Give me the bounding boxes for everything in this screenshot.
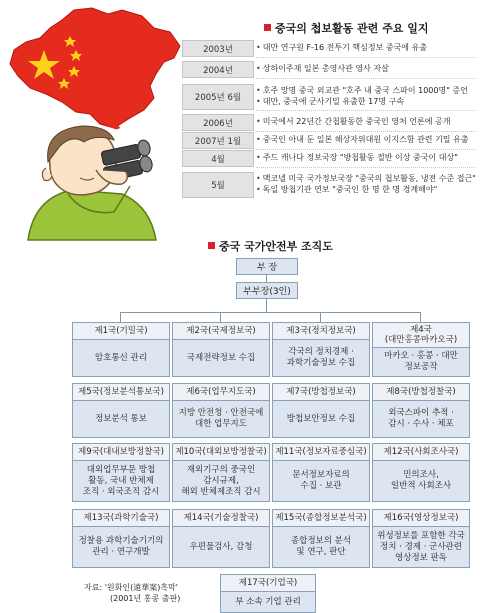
bureau-box [272,322,370,377]
timeline-separator [256,110,476,111]
timeline-description-line: • 대만 연구원 F-16 전투기 핵심정보 중국에 유출 [256,42,476,53]
bureau-duty-line: 대외업무부문 방첩 [86,464,156,475]
bureau-duty [73,527,169,567]
red-square-marker [264,24,271,31]
bureau-box [172,383,270,438]
bureau-name: 제14국(기술정찰국) [173,510,269,527]
bureau-name: 제13국(과학기술국) [73,510,169,527]
bureau-duty-line: 각국의 정치경제 · [288,347,354,357]
timeline-description-line: • 호주 망명 중국 외교관 "호주 내 중국 스파이 1000명" 증언 [256,85,476,96]
bureau-duty [173,340,269,376]
china-flag-map [4,6,194,136]
bureau-duty-line: 민의조사, [403,470,439,480]
timeline-description [256,42,476,53]
bureau-name: 제9국(대내보방정찰국) [73,444,169,461]
connector-line [320,312,321,322]
bureau-duty [373,401,469,437]
bureau-box [372,509,470,568]
bureau-duty-line: 위성정보를 포함한 각국 [377,530,465,541]
bureau-name: 제6국(업무지도국) [173,384,269,401]
bureau-name: 제7국(방첩정보국) [273,384,369,401]
bureau-duty-line: 재외기구의 중국인 [186,464,256,475]
connector-line [420,312,421,322]
bureau-duty-line: 정보공작 [404,362,438,372]
bureau-duty [373,461,469,501]
bureau-duty-line: 외국스파이 추적 · [388,408,454,418]
timeline-year: 2005년 6월 [182,84,254,110]
bureau-box [372,443,470,502]
timeline-description-line: • 맥코넬 미국 국가정보국장 "중국의 첩보활동, 냉전 수준 접근" [256,173,476,184]
bureau-duty-line: 감시 · 수사 · 체포 [388,419,454,429]
bureau-duty [273,340,369,376]
timeline-description [256,85,476,107]
timeline-separator [256,149,476,150]
bureau-duty [173,461,269,501]
bureau-box [172,322,270,377]
timeline-separator [256,167,476,168]
bureau-duty [373,527,469,567]
bureau-duty-line: 국제전략정보 수집 [186,352,256,363]
bureau-duty-line: 정찰용 과학기술기기의 [78,536,164,546]
bureau-duty-line: 수집 · 보관 [300,481,342,491]
bureau-duty-line: 부 소속 기업 관리 [235,596,301,607]
timeline-separator [256,78,476,79]
timeline-description [256,173,476,195]
bureau-box [272,509,370,568]
connector-line [266,298,267,312]
connector-line [266,274,267,282]
connector-line [220,312,221,322]
bureau-name: 제15국(종합정보분석국) [273,510,369,527]
timeline-description-line: • 상하이주재 일본 총영사관 영사 자살 [256,63,476,74]
bureau-duty-line: 감시규제, [203,475,239,486]
timeline-year: 4월 [182,150,254,167]
bureau-name: 제12국(사회조사국) [373,444,469,461]
spy-binoculars-illustration [10,120,170,245]
bureau-box [372,322,470,377]
connector-line [120,312,121,322]
bureau-duty-line: 정보분석 통보 [95,413,147,424]
minister-box [236,258,298,275]
bureau-duty [73,340,169,376]
bureau-name: 제2국(국제정보국) [173,323,269,340]
source-note [84,582,180,604]
red-square-marker [208,242,215,249]
bureau-duty-line: 마카오 · 홍콩 · 대만 [384,351,458,361]
timeline-description [256,152,476,163]
bureau-box [72,383,170,438]
bureau-box [172,509,270,568]
timeline-year: 2004년 [182,61,254,78]
bureau-duty-line: 조직 · 외국조직 감시 [82,486,160,497]
bureau-duty-line: 문서정보자료의 [292,470,350,480]
bureau-duty [273,401,369,437]
bureau-duty-line: 일반적 사회조사 [390,481,452,491]
source-line-2: (2001년 홍콩 출판) [110,594,181,603]
timeline-separator [256,131,476,132]
timeline-year: 2006년 [182,114,254,131]
timeline-description-line: • 주드 캐나다 정보국장 "방첩활동 절반 이상 중국이 대상" [256,152,476,163]
timeline-year: 2003년 [182,40,254,57]
timeline-description-line: • 중국인 아내 둔 일본 해상자위대원 이지스함 관련 기밀 유출 [256,134,476,145]
timeline-description [256,63,476,74]
bureau-duty-line: 종합정보의 분석 [290,536,352,546]
bureau-duty [373,348,469,376]
bureau-duty-line: 과학기술정보 수집 [286,358,356,368]
bureau-box [220,574,316,613]
vice-minister-box [236,282,298,299]
bureau-name: 제10국(대외보방정찰국) [173,444,269,461]
timeline-description [256,134,476,145]
timeline-title [264,20,428,36]
timeline-separator [256,57,476,58]
bureau-duty-line: 관리 · 연구개발 [92,547,150,557]
bureau-duty-line: 우편물검사, 감청 [189,541,253,552]
connector-line [120,312,420,313]
bureau-box [72,509,170,568]
org-title-text: 중국 국가안전부 조직도 [219,240,333,253]
bureau-name: 제4국 (대만홍콩마카오국) [373,323,469,348]
bureau-name: 제16국(영상정보국) [373,510,469,527]
timeline-year: 5월 [182,172,254,198]
bureau-duty [273,461,369,501]
bureau-box [372,383,470,438]
bureau-box [272,383,370,438]
bureau-name: 제17국(기업국) [221,575,315,592]
bureau-duty [221,592,315,612]
timeline-title-text: 중국의 첩보활동 관련 주요 일지 [275,22,429,35]
timeline-description [256,116,476,127]
timeline-year: 2007년 1월 [182,132,254,149]
bureau-duty-line: 지방 안전청 · 안전국에 [178,408,264,418]
bureau-duty-line: 정치 · 경제 · 군사관련 [380,541,462,552]
bureau-name: 제11국(정보자료중심국) [273,444,369,461]
bureau-box [172,443,270,502]
bureau-name: 제1국(기밀국) [73,323,169,340]
bureau-duty [73,461,169,501]
bureau-duty-line: 방첩보안정보 수집 [286,413,356,424]
bureau-duty [73,401,169,437]
bureau-name: 제5국(정보분석통보국) [73,384,169,401]
bureau-name: 제8국(방첩정찰국) [373,384,469,401]
bureau-box [72,322,170,377]
bureau-duty-line: 대한 업무지도 [195,419,247,429]
source-line-1: 자료: '원화인(遠華案)흑막' [84,583,178,592]
bureau-duty-line: 및 연구, 판단 [296,547,346,557]
org-title [208,238,333,254]
bureau-duty-line: 해외 반체제조직 감시 [181,486,261,497]
bureau-duty [273,527,369,567]
vice-minister-label: 부부장(3인) [243,287,291,297]
timeline-description-line: • 대만, 중국에 군사기밀 유출한 17명 구속 [256,96,476,107]
minister-label: 부 장 [256,263,278,273]
timeline-description-line: • 독일 방첩기관 연보 "중국인 한 명 한 명 경계해야" [256,184,476,195]
bureau-duty-line: 활동, 국내 반체제 [88,475,154,486]
bureau-duty [173,401,269,437]
bureau-name: 제3국(정치정보국) [273,323,369,340]
bureau-box [272,443,370,502]
bureau-duty [173,527,269,567]
bureau-duty-line: 영상정보 판독 [395,552,447,563]
bureau-box [72,443,170,502]
timeline-description-line: • 미국에서 22년간 간첩활동한 중국인 영처 언론에 공개 [256,116,476,127]
bureau-duty-line: 암호통신 관리 [95,352,147,363]
